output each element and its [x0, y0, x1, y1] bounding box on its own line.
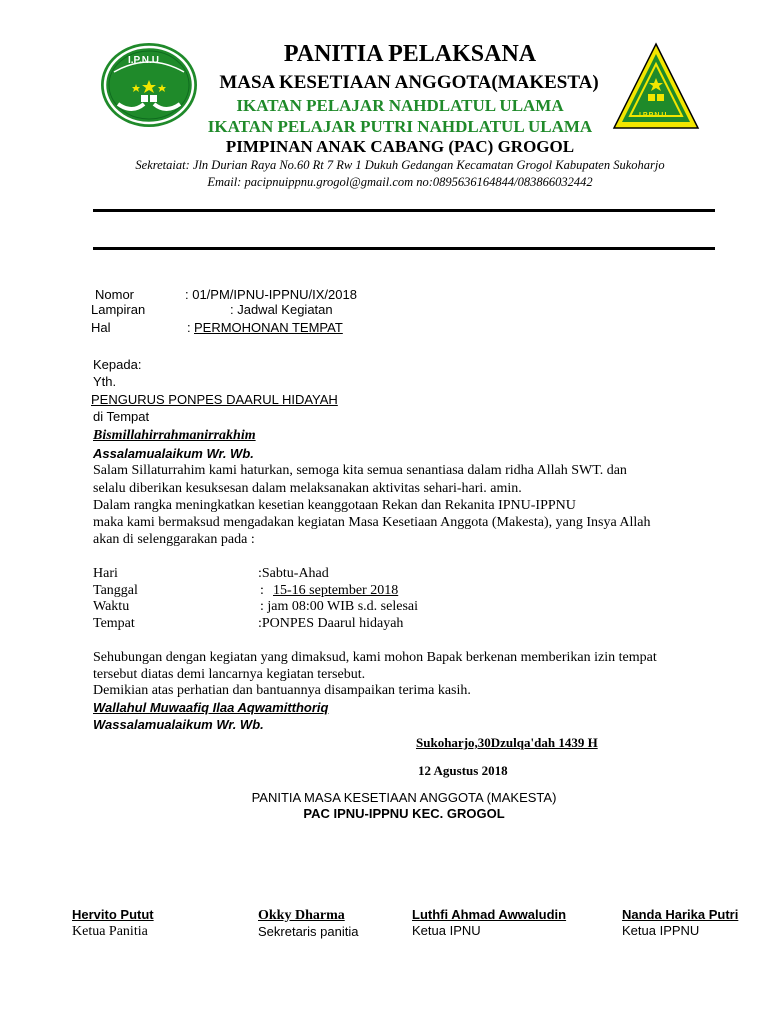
header-rule-bottom [93, 247, 715, 250]
recipient-name: PENGURUS PONPES DAARUL HIDAYAH [91, 392, 338, 407]
nomor-label: Nomor [95, 287, 135, 302]
header-contact: Email: pacipnuippnu.grogol@gmail.com no:0895636164844/083866032442 [207, 175, 593, 189]
hari-value: :Sabtu-Ahad [258, 566, 329, 581]
lampiran-value: : Jadwal Kegiatan [230, 302, 333, 317]
paragraph-2-line-3: akan di selenggarakan pada : [93, 532, 255, 547]
hari-label: Hari [93, 566, 118, 581]
salam-open: Assalamualaikum Wr. Wb. [93, 446, 254, 461]
header-title: PANITIA PELAKSANA [283, 41, 537, 67]
paragraph-1-line-2: selalu diberikan kesuksesan dalam melaksanakan aktivitas sehari-hari. amin. [93, 481, 522, 496]
bismillah: Bismillahirrahmanirrakhim [93, 428, 256, 443]
kepada-label: Kepada: [93, 357, 142, 372]
signature-name: Hervito Putut [72, 907, 154, 922]
signature-role: Ketua IPPNU [622, 923, 700, 938]
yth-label: Yth. [93, 374, 117, 389]
signature-name: Okky Dharma [258, 908, 345, 923]
lampiran-label: Lampiran [91, 302, 146, 317]
closing-1-line-1: Sehubungan dengan kegiatan yang dimaksud, kami mohon Bapak berkenan memberikan izin tempat [93, 650, 657, 665]
ipnu-logo-text: I.P.N.U [128, 55, 159, 66]
salam-close: Wassalamualaikum Wr. Wb. [93, 717, 264, 732]
hal-label: Hal [91, 320, 111, 335]
date-hijri: Sukoharjo,30Dzulqa'dah 1439 H [416, 735, 598, 750]
header-org-ippnu: IKATAN PELAJAR PUTRI NAHDLATUL ULAMA [207, 117, 593, 136]
tempat-label: Tempat [93, 616, 135, 631]
ippnu-logo-text: I.P.P.N.U [639, 112, 667, 119]
hal-value: PERMOHONAN TEMPAT [194, 320, 343, 335]
header-rule-top [93, 209, 715, 212]
paragraph-2-line-2: maka kami bermaksud mengadakan kegiatan Masa Kesetiaan Anggota (Makesta), yang Insya Allah [93, 515, 651, 530]
nomor-value: : 01/PM/IPNU-IPPNU/IX/2018 [185, 287, 357, 302]
header-event: MASA KESETIAAN ANGGOTA(MAKESTA) [219, 72, 599, 93]
wallahul: Wallahul Muwaafiq Ilaa Aqwamitthoriq [93, 700, 329, 715]
recipient-place: di Tempat [93, 409, 150, 424]
hal-colon: : [187, 320, 191, 335]
closing-1-line-2: tersebut diatas demi lancarnya kegiatan tersebut. [93, 667, 366, 682]
date-masehi: 12 Agustus 2018 [418, 763, 508, 778]
waktu-label: Waktu [93, 599, 130, 614]
tanggal-value: 15-16 september 2018 [273, 583, 399, 598]
tanggal-colon: : [260, 583, 264, 598]
committee-line-1: PANITIA MASA KESETIAAN ANGGOTA (MAKESTA) [251, 790, 557, 805]
tanggal-label: Tanggal [93, 583, 138, 598]
tempat-value: :PONPES Daarul hidayah [258, 616, 404, 631]
header-branch: PIMPINAN ANAK CABANG (PAC) GROGOL [225, 137, 575, 156]
signature-role: Sekretaris panitia [258, 924, 359, 939]
committee-line-2: PAC IPNU-IPPNU KEC. GROGOL [303, 806, 505, 821]
signature-role: Ketua IPNU [412, 923, 481, 938]
signature-name: Nanda Harika Putri [622, 907, 739, 922]
header-org-ipnu: IKATAN PELAJAR NAHDLATUL ULAMA [236, 96, 564, 115]
closing-2: Demikian atas perhatian dan bantuannya disampaikan terima kasih. [93, 683, 471, 698]
paragraph-1-line-1: Salam Sillaturrahim kami haturkan, semoga kita semua senantiasa dalam ridha Allah SWT. dan [93, 463, 627, 478]
waktu-value: : jam 08:00 WIB s.d. selesai [260, 599, 418, 614]
paragraph-2-line-1: Dalam rangka meningkatkan kesetian keanggotaan Rekan dan Rekanita IPNU-IPPNU [93, 498, 576, 513]
signature-name: Luthfi Ahmad Awwaludin [412, 907, 567, 922]
signature-role: Ketua Panitia [72, 924, 148, 939]
header-address: Sekretaiat: Jln Durian Raya No.60 Rt 7 Rw 1 Dukuh Gedangan Kecamatan Grogol Kabupaten Sukoharjo [135, 158, 665, 172]
